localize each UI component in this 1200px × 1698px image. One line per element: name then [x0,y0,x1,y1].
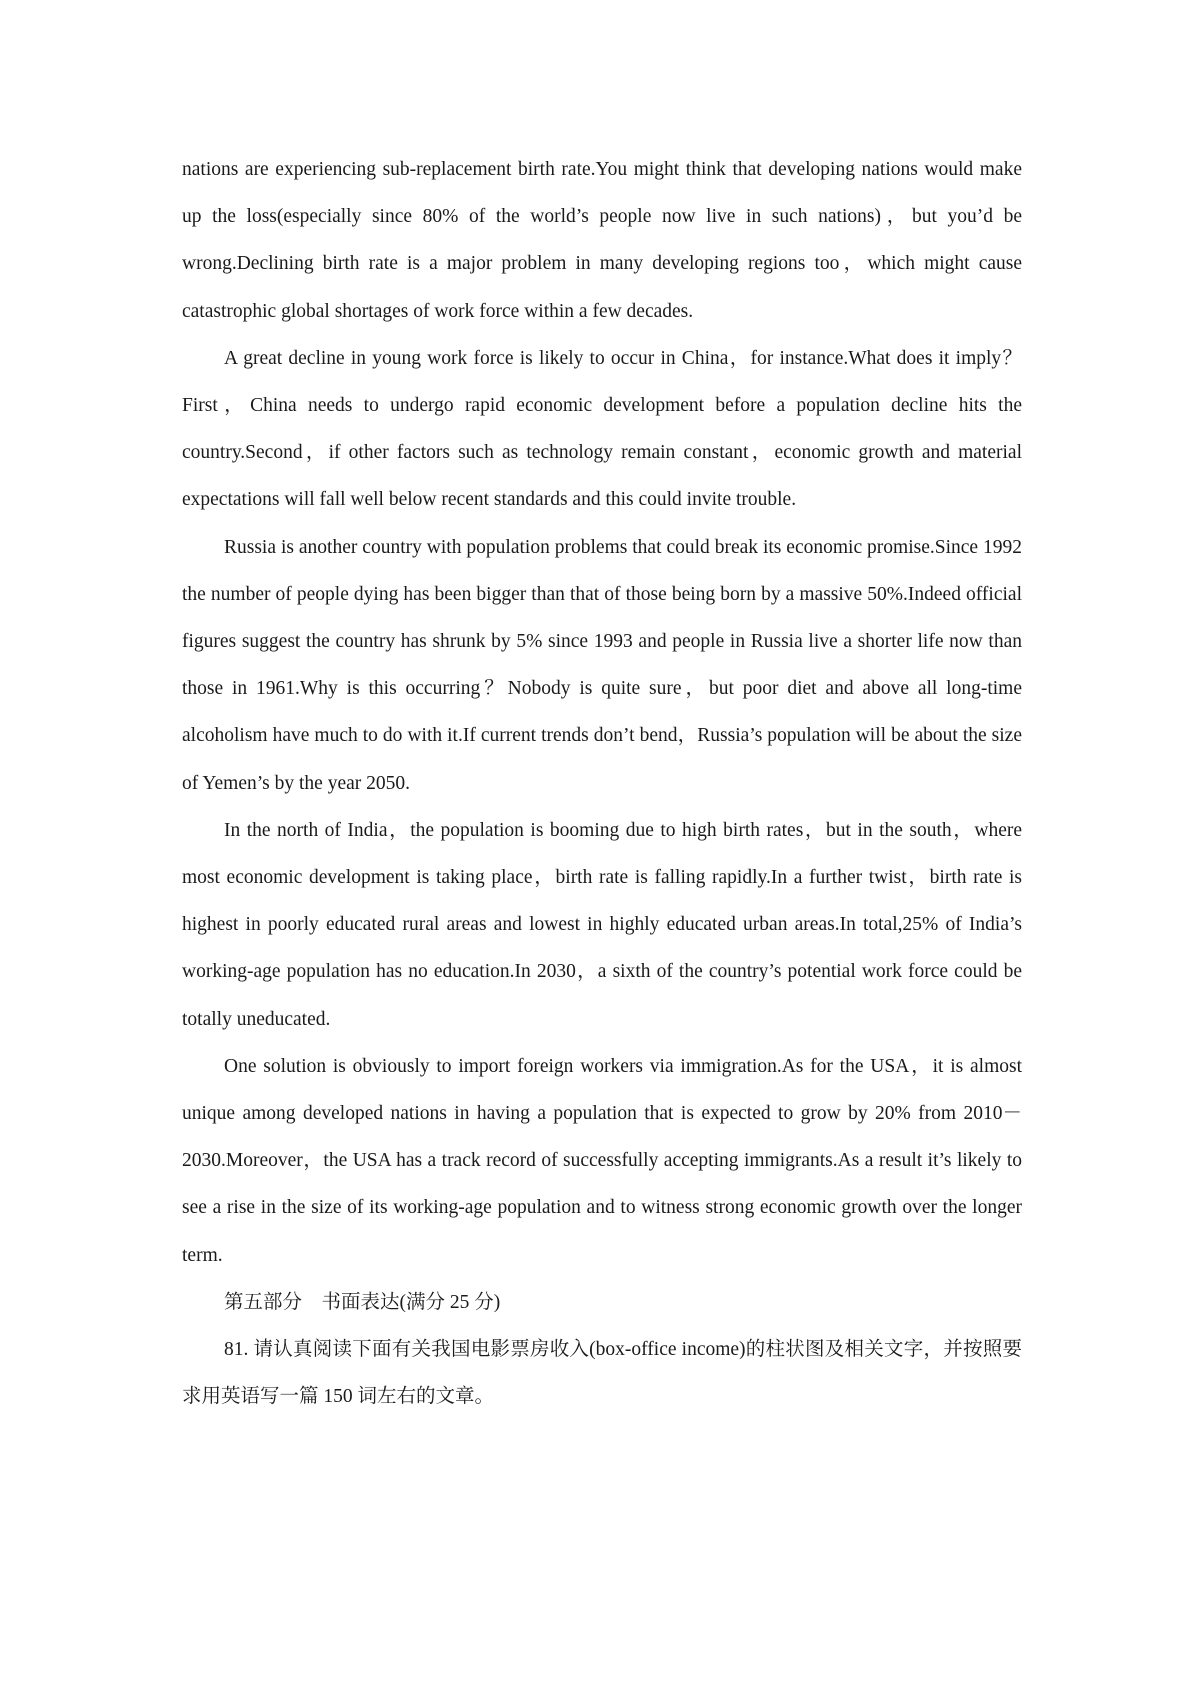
section-heading: 第五部分 书面表达(满分 25 分) [224,1291,501,1313]
passage-paragraph-4: In the north of India，the population is booming due to high birth rates，but in the south，where most economic development is taking place，birth rate is falling rapidly.In a further twist，birth rate is highest in poorly educated rural areas and lowest in highly educated urban areas.In total,25% of India’s working-age population has no education.In 2030，a sixth of the country’s potential work force could be totally uneducated. [182,819,1022,1030]
passage-paragraph-1: nations are experiencing sub-replacement birth rate.You might think that developing nations would make up the loss(especially since 80% of the world’s people now live in such nations)，but you’d be wrong.Declining birth rate is a major problem in many developing regions too，which might cause catastrophic global shortages of work force within a few decades. [182,159,1022,322]
passage-paragraph-5: One solution is obviously to import foreign workers via immigration.As for the USA，it is almost unique among developed nations in having a population that is expected to grow by 20% from 2010－2030.Moreover，the USA has a track record of successfully accepting immigrants.As a result it’s likely to see a rise in the size of its working-age population and to witness strong economic growth over the longer term. [182,1055,1022,1266]
passage-paragraph-2: A great decline in young work force is likely to occur in China，for instance.What does it imply？First，China needs to undergo rapid economic development before a population decline hits the country.Second，if other factors such as technology remain constant，economic growth and material expectations will fall well below recent standards and this could invite trouble. [182,347,1022,511]
writing-task-prompt: 81. 请认真阅读下面有关我国电影票房收入(box-office income)的柱状图及相关文字，并按照要求用英语写一篇 150 词左右的文章。 [182,1339,1022,1408]
reading-passage [182,146,1022,1420]
passage-paragraph-3: Russia is another country with population problems that could break its economic promise.Since 1992 the number of people dying has been bigger than that of those being born by a massive 50%.Indeed official figures suggest the country has shrunk by 5% since 1993 and people in Russia live a shorter life now than those in 1961.Why is this occurring？Nobody is quite sure，but poor diet and above all long-time alcoholism have much to do with it.If current trends don’t bend，Russia’s population will be about the size of Yemen’s by the year 2050. [182,536,1022,794]
